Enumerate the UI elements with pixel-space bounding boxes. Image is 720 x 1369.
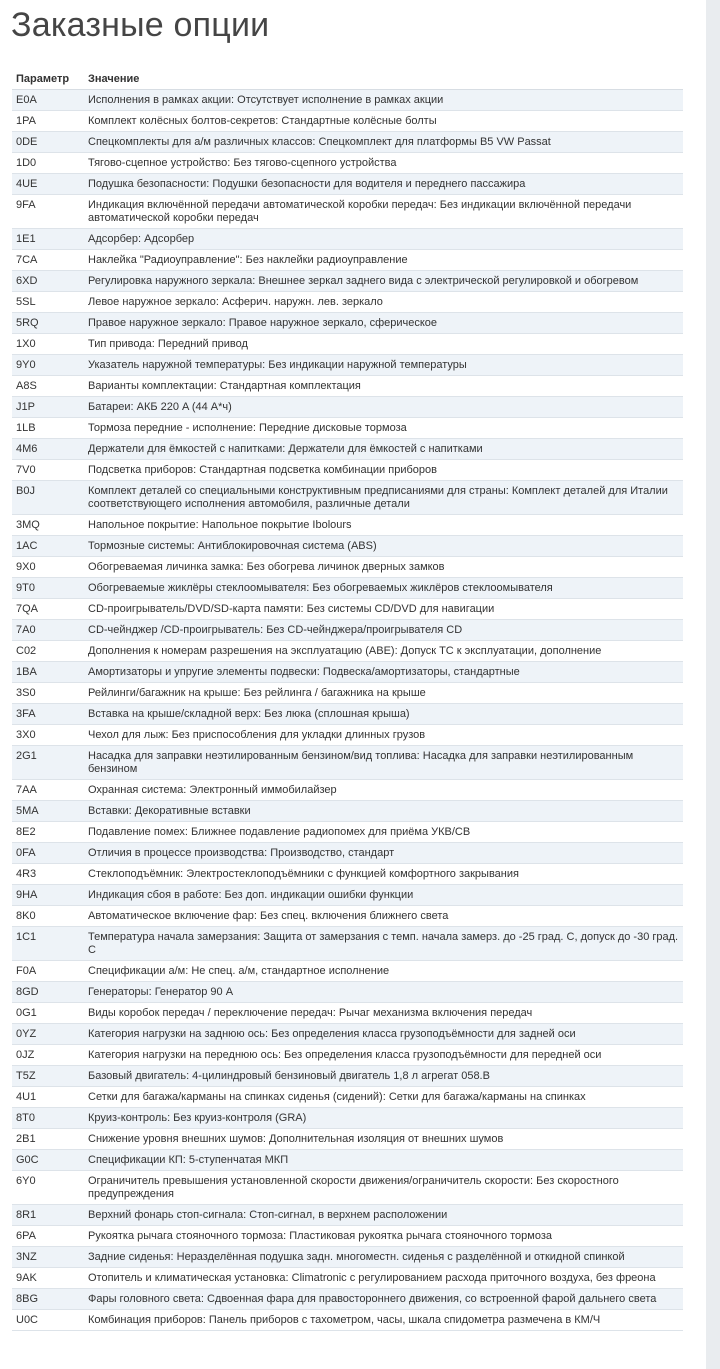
option-code: 7QA (12, 599, 84, 620)
option-code: 1D0 (12, 153, 84, 174)
option-value: Задние сиденья: Неразделённая подушка задн. многоместн. сиденья с разделённой и откидной спинкой (84, 1247, 683, 1268)
table-row (12, 1108, 683, 1129)
option-value: Подавление помех: Ближнее подавление радиопомех для приёма УКВ/СВ (84, 822, 683, 843)
option-value: Рейлинги/багажник на крыше: Без рейлинга / багажника на крыше (84, 683, 683, 704)
page-side-strip (706, 0, 720, 1369)
option-code: 7CA (12, 250, 84, 271)
option-code: 9T0 (12, 578, 84, 599)
option-value: Автоматическое включение фар: Без спец. включения ближнего света (84, 906, 683, 927)
column-header-param: Параметр (12, 69, 84, 90)
option-value: Генераторы: Генератор 90 A (84, 982, 683, 1003)
option-value: Спецификации а/м: Не спец. а/м, стандартное исполнение (84, 961, 683, 982)
table-row (12, 271, 683, 292)
table-row (12, 725, 683, 746)
option-value: Варианты комплектации: Стандартная комплектация (84, 376, 683, 397)
table-row (12, 1226, 683, 1247)
option-value: Ограничитель превышения установленной скорости движения/ограничитель скорости: Без скоростного предупреждения (84, 1171, 683, 1205)
table-row (12, 1129, 683, 1150)
option-code: E0A (12, 90, 84, 111)
table-row (12, 195, 683, 229)
option-code: 5RQ (12, 313, 84, 334)
table-header-row (12, 69, 683, 90)
option-value: Вставки: Декоративные вставки (84, 801, 683, 822)
option-value: Рукоятка рычага стояночного тормоза: Пластиковая рукоятка рычага стояночного тормоза (84, 1226, 683, 1247)
option-code: 1E1 (12, 229, 84, 250)
option-code: 8GD (12, 982, 84, 1003)
option-code: 8BG (12, 1289, 84, 1310)
option-code: 3MQ (12, 515, 84, 536)
page-title: Заказные опции (11, 6, 270, 44)
option-value: CD-чейнджер /CD-проигрыватель: Без CD-чейнджера/проигрывателя CD (84, 620, 683, 641)
option-value: Охранная система: Электронный иммобилайзер (84, 780, 683, 801)
option-code: 5SL (12, 292, 84, 313)
table-row (12, 460, 683, 481)
table-row (12, 397, 683, 418)
option-value: Подсветка приборов: Стандартная подсветка комбинации приборов (84, 460, 683, 481)
option-code: 3NZ (12, 1247, 84, 1268)
option-value: Базовый двигатель: 4-цилиндровый бензиновый двигатель 1,8 л агрегат 058.B (84, 1066, 683, 1087)
table-row (12, 1205, 683, 1226)
option-value: Чехол для лыж: Без приспособления для укладки длинных грузов (84, 725, 683, 746)
option-code: 0DE (12, 132, 84, 153)
option-value: Насадка для заправки неэтилированным бензином/вид топлива: Насадка для заправки неэтилированным бензином (84, 746, 683, 780)
table-row (12, 662, 683, 683)
table-row (12, 515, 683, 536)
option-code: T5Z (12, 1066, 84, 1087)
table-row (12, 439, 683, 460)
option-code: 8R1 (12, 1205, 84, 1226)
table-row (12, 927, 683, 961)
table-row (12, 1066, 683, 1087)
table-row (12, 153, 683, 174)
table-row (12, 801, 683, 822)
table-row (12, 376, 683, 397)
option-value: Спецкомплекты для а/м различных классов: Спецкомплект для платформы B5 VW Passat (84, 132, 683, 153)
option-code: 8T0 (12, 1108, 84, 1129)
table-row (12, 599, 683, 620)
option-value: Батареи: АКБ 220 A (44 А*ч) (84, 397, 683, 418)
option-value: Индикация сбоя в работе: Без доп. индикации ошибки функции (84, 885, 683, 906)
table-row (12, 843, 683, 864)
option-value: Фары головного света: Сдвоенная фара для правостороннего движения, со встроенной фарой дальнего света (84, 1289, 683, 1310)
table-row (12, 355, 683, 376)
option-value: Отличия в процессе производства: Производство, стандарт (84, 843, 683, 864)
option-code: A8S (12, 376, 84, 397)
option-code: 1BA (12, 662, 84, 683)
option-value: Амортизаторы и упругие элементы подвески: Подвеска/амортизаторы, стандартные (84, 662, 683, 683)
table-row (12, 1087, 683, 1108)
option-code: 4U1 (12, 1087, 84, 1108)
table-row (12, 250, 683, 271)
option-value: Комбинация приборов: Панель приборов с тахометром, часы, шкала спидометра размечена в КМ/Ч (84, 1310, 683, 1331)
table-row (12, 982, 683, 1003)
options-table (12, 69, 683, 1331)
option-code: C02 (12, 641, 84, 662)
table-row (12, 1310, 683, 1331)
table-row (12, 1268, 683, 1289)
option-value: Тормозные системы: Антиблокировочная система (ABS) (84, 536, 683, 557)
option-value: Левое наружное зеркало: Асферич. наружн. лев. зеркало (84, 292, 683, 313)
option-code: 0FA (12, 843, 84, 864)
option-value: Снижение уровня внешних шумов: Дополнительная изоляция от внешних шумов (84, 1129, 683, 1150)
table-row (12, 1024, 683, 1045)
option-value: Дополнения к номерам разрешения на эксплуатацию (ABE): Допуск ТС к эксплуатации, дополнение (84, 641, 683, 662)
option-value: Обогреваемая личинка замка: Без обогрева личинок дверных замков (84, 557, 683, 578)
option-code: 9FA (12, 195, 84, 229)
option-value: Адсорбер: Адсорбер (84, 229, 683, 250)
option-code: 6XD (12, 271, 84, 292)
option-code: 2B1 (12, 1129, 84, 1150)
option-code: 9Y0 (12, 355, 84, 376)
option-value: Сетки для багажа/карманы на спинках сиденья (сидений): Сетки для багажа/карманы на спинках (84, 1087, 683, 1108)
option-value: Верхний фонарь стоп-сигнала: Стоп-сигнал, в верхнем расположении (84, 1205, 683, 1226)
option-code: 1C1 (12, 927, 84, 961)
option-code: 6Y0 (12, 1171, 84, 1205)
table-row (12, 1045, 683, 1066)
table-row (12, 906, 683, 927)
option-value: Правое наружное зеркало: Правое наружное зеркало, сферическое (84, 313, 683, 334)
option-value: Комплект деталей со специальными конструктивным предписаниями для страны: Комплект деталей для Италии соответствующего исполнения автомобиля, различные детали (84, 481, 683, 515)
option-value: Подушка безопасности: Подушки безопасности для водителя и переднего пассажира (84, 174, 683, 195)
option-value: Регулировка наружного зеркала: Внешнее зеркал заднего вида с электрической регулировкой и обогревом (84, 271, 683, 292)
option-code: 2G1 (12, 746, 84, 780)
table-row (12, 961, 683, 982)
option-value: Круиз-контроль: Без круиз-контроля (GRA) (84, 1108, 683, 1129)
table-row (12, 557, 683, 578)
option-value: Исполнения в рамках акции: Отсутствует исполнение в рамках акции (84, 90, 683, 111)
table-row (12, 578, 683, 599)
option-code: 3FA (12, 704, 84, 725)
option-code: 4R3 (12, 864, 84, 885)
option-value: Индикация включённой передачи автоматической коробки передач: Без индикации включённой передачи автоматической коробки передач (84, 195, 683, 229)
option-code: 1AC (12, 536, 84, 557)
column-header-value: Значение (84, 69, 683, 90)
option-code: 1LB (12, 418, 84, 439)
option-code: 9X0 (12, 557, 84, 578)
option-value: Категория нагрузки на переднюю ось: Без определения класса грузоподъёмности для передней оси (84, 1045, 683, 1066)
option-value: Напольное покрытие: Напольное покрытие Ibolours (84, 515, 683, 536)
option-code: 3S0 (12, 683, 84, 704)
option-value: Виды коробок передач / переключение передач: Рычаг механизма включения передач (84, 1003, 683, 1024)
table-row (12, 780, 683, 801)
table-row (12, 174, 683, 195)
table-row (12, 313, 683, 334)
table-row (12, 418, 683, 439)
option-value: Тип привода: Передний привод (84, 334, 683, 355)
option-code: F0A (12, 961, 84, 982)
option-value: Держатели для ёмкостей с напитками: Держатели для ёмкостей с напитками (84, 439, 683, 460)
option-value: Наклейка "Радиоуправление": Без наклейки радиоуправление (84, 250, 683, 271)
table-row (12, 292, 683, 313)
option-value: Обогреваемые жиклёры стеклоомывателя: Без обогреваемых жиклёров стеклоомывателя (84, 578, 683, 599)
option-code: 3X0 (12, 725, 84, 746)
option-code: 5MA (12, 801, 84, 822)
option-value: CD-проигрыватель/DVD/SD-карта памяти: Без системы CD/DVD для навигации (84, 599, 683, 620)
table-row (12, 132, 683, 153)
option-code: B0J (12, 481, 84, 515)
option-value: Комплект колёсных болтов-секретов: Стандартные колёсные болты (84, 111, 683, 132)
option-code: 8K0 (12, 906, 84, 927)
option-value: Тормоза передние - исполнение: Передние дисковые тормоза (84, 418, 683, 439)
option-value: Отопитель и климатическая установка: Climatronic с регулированием расхода приточного воздуха, без фреона (84, 1268, 683, 1289)
option-code: 9AK (12, 1268, 84, 1289)
table-row (12, 111, 683, 132)
table-row (12, 229, 683, 250)
option-code: 7AA (12, 780, 84, 801)
table-row (12, 704, 683, 725)
option-code: 7A0 (12, 620, 84, 641)
table-row (12, 822, 683, 843)
option-code: 4M6 (12, 439, 84, 460)
option-code: 6PA (12, 1226, 84, 1247)
option-code: 9HA (12, 885, 84, 906)
option-code: 4UE (12, 174, 84, 195)
option-code: 1X0 (12, 334, 84, 355)
option-value: Категория нагрузки на заднюю ось: Без определения класса грузоподъёмности для задней оси (84, 1024, 683, 1045)
option-value: Тягово-сцепное устройство: Без тягово-сцепного устройства (84, 153, 683, 174)
table-row (12, 1171, 683, 1205)
option-code: 8E2 (12, 822, 84, 843)
table-row (12, 536, 683, 557)
table-row (12, 1247, 683, 1268)
option-value: Температура начала замерзания: Защита от замерзания с темп. начала замерз. до -25 град. С, допуск до -30 град. С (84, 927, 683, 961)
table-row (12, 90, 683, 111)
option-code: G0C (12, 1150, 84, 1171)
option-code: 1PA (12, 111, 84, 132)
option-value: Вставка на крыше/складной верх: Без люка (сплошная крыша) (84, 704, 683, 725)
table-row (12, 620, 683, 641)
option-code: 0YZ (12, 1024, 84, 1045)
table-row (12, 683, 683, 704)
option-code: 0G1 (12, 1003, 84, 1024)
table-row (12, 885, 683, 906)
option-value: Стеклоподъёмник: Электростеклоподъёмники с функцией комфортного закрывания (84, 864, 683, 885)
option-code: J1P (12, 397, 84, 418)
table-row (12, 864, 683, 885)
option-value: Указатель наружной температуры: Без индикации наружной температуры (84, 355, 683, 376)
table-row (12, 481, 683, 515)
table-row (12, 1150, 683, 1171)
option-code: 7V0 (12, 460, 84, 481)
options-table-body (12, 90, 683, 1331)
table-row (12, 1003, 683, 1024)
option-code: 0JZ (12, 1045, 84, 1066)
option-value: Спецификации КП: 5-ступенчатая МКП (84, 1150, 683, 1171)
option-code: U0C (12, 1310, 84, 1331)
table-row (12, 334, 683, 355)
table-row (12, 641, 683, 662)
table-row (12, 1289, 683, 1310)
table-row (12, 746, 683, 780)
